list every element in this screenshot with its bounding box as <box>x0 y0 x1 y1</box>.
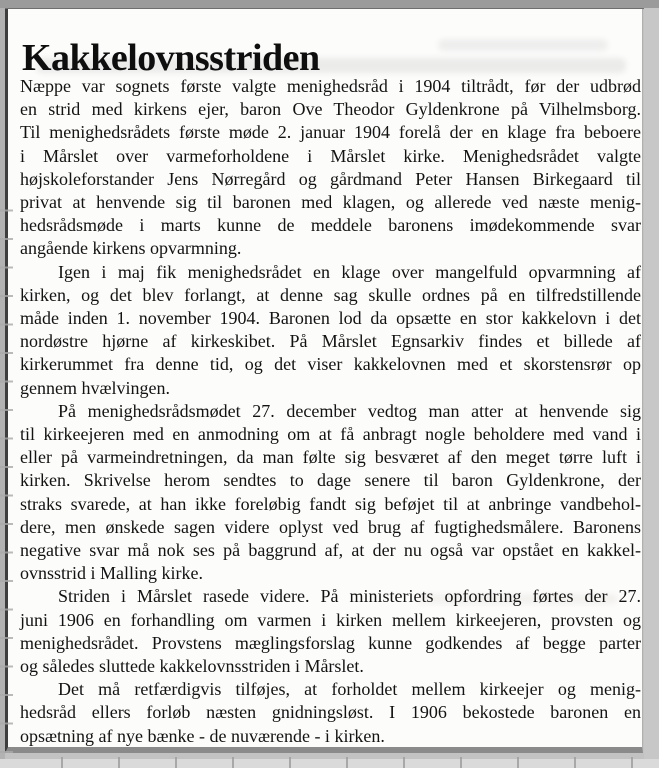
text-line: til kirkeejeren med en anmodning om at få anbragt nogle beholdere med vand i <box>20 424 641 445</box>
text-line: ovnsstrid i Malling kirke. <box>20 563 203 584</box>
text-line: privat at henvende sig til baronen med klagen, og allerede ved næste menig- <box>20 192 641 213</box>
text-line: kirken. Skrivelse herom sendtes to dage senere til baron Gyldenkrone, der <box>20 470 641 491</box>
text-line: Det må retfærdigvis tilføjes, at forholdet mellem kirkeejer og menig- <box>58 679 641 700</box>
text-line: straks svarede, at han ikke foreløbig fandt sig beføjet til at anbringe vandbehol- <box>20 493 641 514</box>
scanner-background-top <box>0 0 659 9</box>
text-line: kirken, og det blev forlangt, at denne sag skulle ordnes på en tilfredstillende <box>20 284 641 305</box>
scan-artifact <box>438 39 608 51</box>
text-line: en strid med kirkens ejer, baron Ove Theodor Gyldenkrone på Vilhelmsborg. <box>20 99 641 120</box>
text-line: Striden i Mårslet rasede videre. På ministeriets opfordring førtes der 27. <box>58 586 641 607</box>
text-line: opsætning af nye bænke - de nuværende - i kirken. <box>20 725 385 746</box>
text-line: negative svar må nok ses på baggrund af, at der nu også var opstået en kakkel- <box>20 540 641 561</box>
page-title: Kakkelovnsstriden <box>22 37 320 80</box>
text-line: nordøstre hjørne af kirkeskibet. På Mårslet Egnsarkiv findes et billede af <box>20 331 641 352</box>
text-line: På menighedsrådsmødet 27. december vedtog man atter at henvende sig <box>58 400 641 421</box>
text-line: måde inden 1. november 1904. Baronen lod da opsætte en stor kakkelovn i det <box>20 308 641 329</box>
text-line: eller på varmeindretningen, da man følte sig besværet af den meget tørre luft i <box>20 447 641 468</box>
scanner-background-right <box>644 8 659 768</box>
text-line: gennem hvælvingen. <box>20 377 170 398</box>
text-line: og således sluttede kakkelovnsstriden i Mårslet. <box>20 656 364 677</box>
text-line: i Mårslet over varmeforholdene i Mårslet kirke. Menighedsrådet valgte <box>20 145 641 166</box>
text-line: dere, men ønskede sagen videre oplyst ved brug af fugtighedsmålere. Baronens <box>20 516 641 537</box>
text-line: angående kirkens opvarmning. <box>20 238 242 259</box>
bottom-ruler-tick-marks <box>6 757 646 768</box>
text-line: juni 1906 en forhandling om varmen i kirken mellem kirkeejeren, provsten og <box>20 609 641 630</box>
text-line: Til menighedsrådets første møde 2. januar 1904 forelå der en klage fra beboere <box>20 122 641 143</box>
text-line: hedsråd ellers forløb næsten gnidningsløst. I 1906 bekostede baronen en <box>20 702 641 723</box>
text-line: kirkerummet fra denne tid, og det viser kakkelovnen med et skorstensrør op <box>20 354 641 375</box>
text-line: menighedsrådet. Provstens mæglingsforslag kunne godkendes af begge parter <box>20 632 641 653</box>
left-edge-tick-marks <box>0 183 13 753</box>
text-line: hedsrådsmøde i marts kunne de meddele baronens imødekommende svar <box>20 215 641 236</box>
document-page <box>5 9 643 753</box>
text-line: Igen i maj fik menighedsrådet en klage over mangelfuld opvarmning af <box>58 261 641 282</box>
text-line: højskoleforstander Jens Nørregård og gårdmand Peter Hansen Birkegaard til <box>20 168 641 189</box>
article-body <box>20 75 641 748</box>
text-line: Næppe var sognets første valgte menighedsråd i 1904 tiltrådt, før der udbrød <box>20 76 641 96</box>
